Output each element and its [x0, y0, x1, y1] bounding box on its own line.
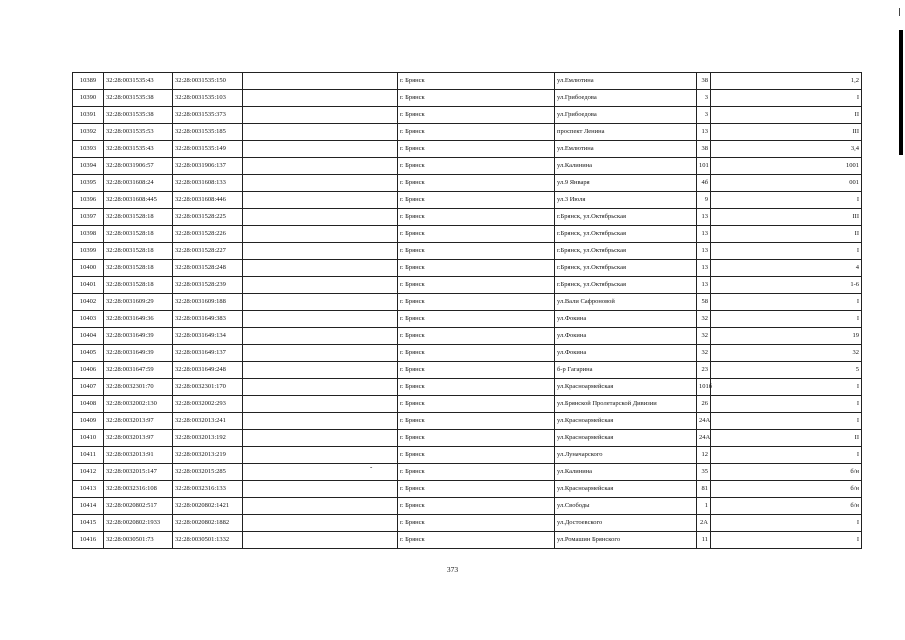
table-row [73, 515, 862, 532]
apartment-cell: 19 [711, 328, 862, 345]
apartment-cell: 4 [711, 260, 862, 277]
empty-cell [243, 498, 398, 515]
city-cell: г. Брянск [398, 328, 555, 345]
cadastral-number-parcel: 32:28:0031535:43 [104, 73, 173, 90]
street-cell: ул.Достоевского [555, 515, 697, 532]
street-cell: ул.Калинина [555, 158, 697, 175]
cadastral-number-object: 32:28:0030501:1332 [173, 532, 243, 549]
empty-cell [243, 277, 398, 294]
house-cell: 26 [697, 396, 711, 413]
house-cell: 38 [697, 73, 711, 90]
record-number: 10392 [73, 124, 104, 141]
cadastral-number-object: 32:28:0031906:137 [173, 158, 243, 175]
apartment-cell: I [711, 515, 862, 532]
house-cell: 24А [697, 413, 711, 430]
record-number: 10389 [73, 73, 104, 90]
table-row [73, 328, 862, 345]
empty-cell [243, 345, 398, 362]
street-cell: проспект Ленина [555, 124, 697, 141]
empty-cell [243, 243, 398, 260]
empty-cell [243, 141, 398, 158]
apartment-cell: I [711, 90, 862, 107]
cadastral-number-object: 32:28:0031649:383 [173, 311, 243, 328]
cadastral-number-parcel: 32:28:0031608:445 [104, 192, 173, 209]
street-cell: ул.Емлютина [555, 141, 697, 158]
record-number: 10399 [73, 243, 104, 260]
street-cell: ул.Ромашин Брянского [555, 532, 697, 549]
empty-cell [243, 447, 398, 464]
street-cell: б-р Гагарина [555, 362, 697, 379]
cadastral-number-object: 32:28:0031649:248 [173, 362, 243, 379]
house-cell: 1 [697, 498, 711, 515]
house-cell: 32 [697, 328, 711, 345]
record-number: 10406 [73, 362, 104, 379]
empty-cell [243, 209, 398, 226]
apartment-cell: II [711, 226, 862, 243]
empty-cell [243, 73, 398, 90]
apartment-cell: I [711, 243, 862, 260]
record-number: 10410 [73, 430, 104, 447]
house-cell: 4б [697, 175, 711, 192]
record-number: 10416 [73, 532, 104, 549]
street-cell: г.Брянск, ул.Октябрьская [555, 277, 697, 294]
table-row [73, 192, 862, 209]
empty-cell [243, 430, 398, 447]
apartment-cell: I [711, 413, 862, 430]
city-cell: г. Брянск [398, 192, 555, 209]
cadastral-number-parcel: 32:28:0031649:39 [104, 345, 173, 362]
record-number: 10408 [73, 396, 104, 413]
cadastral-number-object: 32:28:0031609:188 [173, 294, 243, 311]
record-number: 10395 [73, 175, 104, 192]
city-cell: г. Брянск [398, 447, 555, 464]
city-cell: г. Брянск [398, 345, 555, 362]
cadastral-number-parcel: 32:28:0031647:59 [104, 362, 173, 379]
house-cell: 13 [697, 209, 711, 226]
apartment-cell: б/н [711, 498, 862, 515]
cadastral-number-parcel: 32:28:0031649:39 [104, 328, 173, 345]
apartment-cell: III [711, 209, 862, 226]
page-number: 373 [446, 565, 459, 574]
table-row [73, 294, 862, 311]
street-cell: ул.Красноармейская [555, 379, 697, 396]
table-row [73, 277, 862, 294]
city-cell: г. Брянск [398, 379, 555, 396]
scan-edge-mark [899, 8, 900, 16]
record-number: 10402 [73, 294, 104, 311]
cadastral-number-parcel: 32:28:0032002:130 [104, 396, 173, 413]
record-number: 10407 [73, 379, 104, 396]
cadastral-number-object: 32:28:0031649:137 [173, 345, 243, 362]
house-cell: 13 [697, 260, 711, 277]
house-cell: 13 [697, 243, 711, 260]
empty-cell [243, 515, 398, 532]
street-cell: ул.Свободы [555, 498, 697, 515]
city-cell: г. Брянск [398, 532, 555, 549]
table-row [73, 396, 862, 413]
city-cell: г. Брянск [398, 362, 555, 379]
cadastral-number-object: 32:28:0031528:239 [173, 277, 243, 294]
apartment-cell: 001 [711, 175, 862, 192]
apartment-cell: I [711, 447, 862, 464]
street-cell: ул.Фокина [555, 328, 697, 345]
street-cell: ул.Брянской Пролетарской Дивизии [555, 396, 697, 413]
empty-cell [243, 175, 398, 192]
cadastral-number-parcel: 32:28:0032316:108 [104, 481, 173, 498]
apartment-cell: I [711, 532, 862, 549]
city-cell: г. Брянск [398, 498, 555, 515]
record-number: 10401 [73, 277, 104, 294]
cadastral-number-parcel: 32:28:0031528:18 [104, 277, 173, 294]
table-row [73, 362, 862, 379]
street-cell: ул.Красноармейская [555, 481, 697, 498]
record-number: 10394 [73, 158, 104, 175]
empty-cell [243, 413, 398, 430]
house-cell: 11 [697, 532, 711, 549]
cadastral-number-parcel: 32:28:0031528:18 [104, 243, 173, 260]
cadastral-number-parcel: 32:28:0032013:91 [104, 447, 173, 464]
house-cell: 13 [697, 124, 711, 141]
table-row [73, 311, 862, 328]
house-cell: 3 [697, 107, 711, 124]
cadastral-number-object: 32:28:0032015:285 [173, 464, 243, 481]
apartment-cell: б/н [711, 464, 862, 481]
cadastral-number-parcel: 32:28:0032013:97 [104, 430, 173, 447]
empty-cell [243, 532, 398, 549]
city-cell: г. Брянск [398, 311, 555, 328]
city-cell: г. Брянск [398, 124, 555, 141]
street-cell: ул.9 Января [555, 175, 697, 192]
cadastral-number-object: 32:28:0032013:192 [173, 430, 243, 447]
city-cell: г. Брянск [398, 464, 555, 481]
cadastral-number-object: 32:28:0031528:248 [173, 260, 243, 277]
empty-cell [243, 192, 398, 209]
cadastral-number-object: 32:28:0032013:219 [173, 447, 243, 464]
cadastral-number-parcel: 32:28:0031535:43 [104, 141, 173, 158]
table-row [73, 158, 862, 175]
empty-cell [243, 379, 398, 396]
cadastral-number-parcel: 32:28:0031535:53 [104, 124, 173, 141]
house-cell: 2А [697, 515, 711, 532]
house-cell: 24А [697, 430, 711, 447]
empty-cell [243, 294, 398, 311]
table-row [73, 532, 862, 549]
record-number: 10404 [73, 328, 104, 345]
city-cell: г. Брянск [398, 413, 555, 430]
house-cell: 3 [697, 90, 711, 107]
cadastral-number-parcel: 32:28:0030501:73 [104, 532, 173, 549]
empty-cell [243, 328, 398, 345]
cadastral-number-object: 32:28:0031528:225 [173, 209, 243, 226]
house-cell: 101 [697, 158, 711, 175]
table-row [73, 379, 862, 396]
record-number: 10415 [73, 515, 104, 532]
cadastral-number-object: 32:28:0020802:1421 [173, 498, 243, 515]
empty-cell [243, 311, 398, 328]
city-cell: г. Брянск [398, 175, 555, 192]
apartment-cell: I [711, 311, 862, 328]
apartment-cell: I [711, 294, 862, 311]
table-row [73, 124, 862, 141]
house-cell: 32 [697, 345, 711, 362]
city-cell: г. Брянск [398, 294, 555, 311]
record-number: 10390 [73, 90, 104, 107]
cadastral-number-object: 32:28:0032316:133 [173, 481, 243, 498]
table-row [73, 175, 862, 192]
street-cell: г.Брянск, ул.Октябрьская [555, 243, 697, 260]
empty-cell [243, 90, 398, 107]
apartment-cell: II [711, 430, 862, 447]
table-row [73, 73, 862, 90]
cadastral-number-parcel: 32:28:0031609:29 [104, 294, 173, 311]
city-cell: г. Брянск [398, 141, 555, 158]
record-number: 10403 [73, 311, 104, 328]
street-cell: ул.3 Июля [555, 192, 697, 209]
street-cell: ул.Грибоедова [555, 90, 697, 107]
table-row [73, 243, 862, 260]
cadastral-number-parcel: 32:28:0031906:57 [104, 158, 173, 175]
cadastral-number-object: 32:28:0032002:293 [173, 396, 243, 413]
apartment-cell: I [711, 192, 862, 209]
house-cell: 81 [697, 481, 711, 498]
empty-cell [243, 158, 398, 175]
record-number: 10409 [73, 413, 104, 430]
table-row [73, 209, 862, 226]
city-cell: г. Брянск [398, 243, 555, 260]
table-row [73, 464, 862, 481]
empty-cell [243, 260, 398, 277]
apartment-cell: 32 [711, 345, 862, 362]
table-row [73, 345, 862, 362]
cadastral-number-object: 32:28:0031535:185 [173, 124, 243, 141]
cadastral-number-object: 32:28:0032301:170 [173, 379, 243, 396]
house-cell: 58 [697, 294, 711, 311]
cadastral-number-parcel: 32:28:0031535:38 [104, 90, 173, 107]
record-number: 10396 [73, 192, 104, 209]
street-cell: ул.Красноармейская [555, 430, 697, 447]
city-cell: г. Брянск [398, 430, 555, 447]
street-cell: г.Брянск, ул.Октябрьская [555, 209, 697, 226]
house-cell: 101б [697, 379, 711, 396]
cadastral-number-object: 32:28:0020802:1882 [173, 515, 243, 532]
house-cell: 23 [697, 362, 711, 379]
cadastral-number-parcel: 32:28:0032013:97 [104, 413, 173, 430]
table-row [73, 413, 862, 430]
street-cell: ул.Вали Сафроновой [555, 294, 697, 311]
house-cell: 13 [697, 277, 711, 294]
cadastral-number-parcel: 32:28:0031649:36 [104, 311, 173, 328]
cadastral-number-object: 32:28:0031535:150 [173, 73, 243, 90]
table-row [73, 447, 862, 464]
apartment-cell: II [711, 107, 862, 124]
record-number: 10393 [73, 141, 104, 158]
table-row [73, 90, 862, 107]
street-cell: ул.Фокина [555, 345, 697, 362]
stray-mark: - [370, 463, 373, 471]
street-cell: ул.Фокина [555, 311, 697, 328]
record-number: 10411 [73, 447, 104, 464]
cadastral-number-object: 32:28:0031649:134 [173, 328, 243, 345]
street-cell: ул.Грибоедова [555, 107, 697, 124]
cadastral-number-parcel: 32:28:0032301:70 [104, 379, 173, 396]
city-cell: г. Брянск [398, 209, 555, 226]
apartment-cell: б/н [711, 481, 862, 498]
cadastral-number-object: 32:28:0031528:227 [173, 243, 243, 260]
record-number: 10412 [73, 464, 104, 481]
cadastral-number-object: 32:28:0031608:133 [173, 175, 243, 192]
table-row [73, 107, 862, 124]
cadastral-number-parcel: 32:28:0031528:18 [104, 226, 173, 243]
empty-cell [243, 362, 398, 379]
empty-cell [243, 124, 398, 141]
record-number: 10397 [73, 209, 104, 226]
city-cell: г. Брянск [398, 396, 555, 413]
cadastral-number-parcel: 32:28:0031608:24 [104, 175, 173, 192]
house-cell: 38 [697, 141, 711, 158]
cadastral-number-parcel: 32:28:0031528:18 [104, 260, 173, 277]
empty-cell [243, 464, 398, 481]
apartment-cell: 1-6 [711, 277, 862, 294]
city-cell: г. Брянск [398, 277, 555, 294]
registry-table [72, 72, 862, 549]
cadastral-number-object: 32:28:0032013:241 [173, 413, 243, 430]
record-number: 10414 [73, 498, 104, 515]
apartment-cell: III [711, 124, 862, 141]
house-cell: 32 [697, 311, 711, 328]
cadastral-number-object: 32:28:0031535:103 [173, 90, 243, 107]
cadastral-number-parcel: 32:28:0020802:517 [104, 498, 173, 515]
city-cell: г. Брянск [398, 158, 555, 175]
street-cell: г.Брянск, ул.Октябрьская [555, 260, 697, 277]
street-cell: ул.Красноармейская [555, 413, 697, 430]
scan-edge-bar [899, 30, 903, 155]
cadastral-number-parcel: 32:28:0020802:1933 [104, 515, 173, 532]
table-row [73, 260, 862, 277]
city-cell: г. Брянск [398, 90, 555, 107]
cadastral-number-object: 32:28:0031535:373 [173, 107, 243, 124]
house-cell: 35 [697, 464, 711, 481]
apartment-cell: 3,4 [711, 141, 862, 158]
city-cell: г. Брянск [398, 73, 555, 90]
cadastral-number-parcel: 32:28:0031528:18 [104, 209, 173, 226]
table-row [73, 430, 862, 447]
cadastral-number-object: 32:28:0031528:226 [173, 226, 243, 243]
city-cell: г. Брянск [398, 226, 555, 243]
house-cell: 13 [697, 226, 711, 243]
empty-cell [243, 107, 398, 124]
apartment-cell: 1001 [711, 158, 862, 175]
cadastral-number-parcel: 32:28:0032015:147 [104, 464, 173, 481]
city-cell: г. Брянск [398, 260, 555, 277]
apartment-cell: 5 [711, 362, 862, 379]
street-cell: ул.Луначарского [555, 447, 697, 464]
house-cell: 9 [697, 192, 711, 209]
empty-cell [243, 396, 398, 413]
table-row [73, 498, 862, 515]
house-cell: 12 [697, 447, 711, 464]
apartment-cell: I [711, 379, 862, 396]
empty-cell [243, 481, 398, 498]
city-cell: г. Брянск [398, 107, 555, 124]
record-number: 10405 [73, 345, 104, 362]
cadastral-number-object: 32:28:0031608:446 [173, 192, 243, 209]
record-number: 10391 [73, 107, 104, 124]
record-number: 10413 [73, 481, 104, 498]
city-cell: г. Брянск [398, 515, 555, 532]
table-body [73, 73, 862, 549]
table-row [73, 481, 862, 498]
table-row [73, 226, 862, 243]
street-cell: г.Брянск, ул.Октябрьская [555, 226, 697, 243]
record-number: 10400 [73, 260, 104, 277]
empty-cell [243, 226, 398, 243]
table-row [73, 141, 862, 158]
cadastral-number-object: 32:28:0031535:149 [173, 141, 243, 158]
street-cell: ул.Емлютина [555, 73, 697, 90]
cadastral-number-parcel: 32:28:0031535:38 [104, 107, 173, 124]
apartment-cell: 1,2 [711, 73, 862, 90]
street-cell: ул.Калинина [555, 464, 697, 481]
city-cell: г. Брянск [398, 481, 555, 498]
apartment-cell: I [711, 396, 862, 413]
record-number: 10398 [73, 226, 104, 243]
